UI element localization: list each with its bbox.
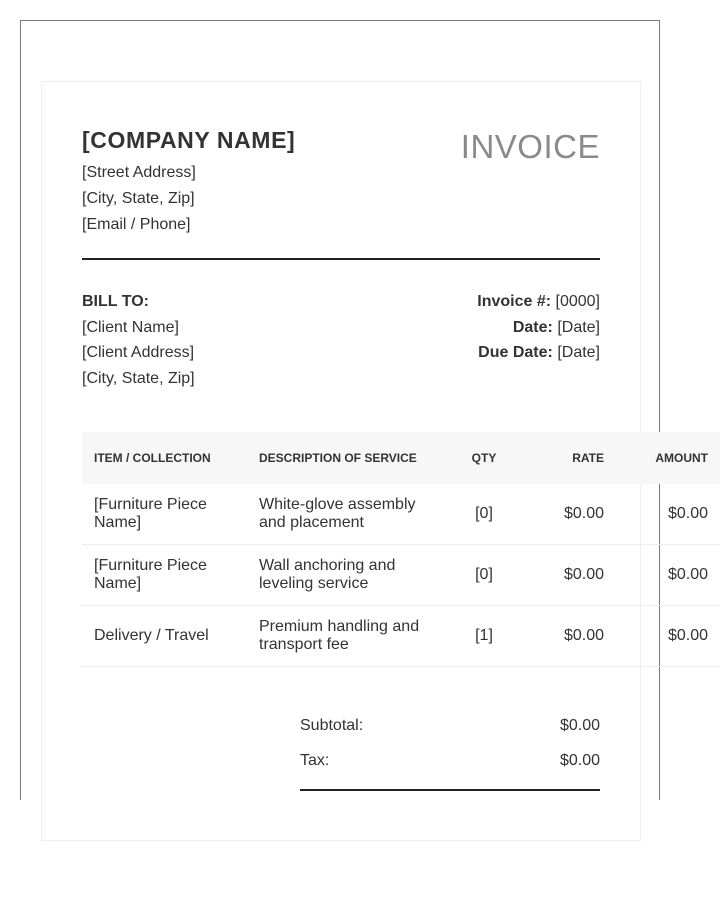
totals-divider [300,789,600,791]
row-rate: $0.00 [522,545,616,606]
tax-label: Tax: [300,752,330,769]
invoice-number [477,293,600,311]
invoice-date-value: [Date] [557,319,600,336]
company-city: [City, State, Zip] [82,190,195,207]
row-item: Delivery / Travel [82,606,247,667]
line-items-table [82,432,720,667]
subtotal-label: Subtotal: [300,717,364,734]
invoice-sheet [41,81,708,841]
invoice-date-label: Date: [512,319,553,336]
invoice-date [513,319,600,337]
company-street: [Street Address] [82,164,196,181]
invoice-number-value: [0000] [555,293,600,310]
row-description: Wall anchoring and leveling service [247,545,446,606]
company-name: [COMPANY NAME] [82,127,296,153]
table-row [82,606,720,667]
row-amount: $0.00 [616,484,720,545]
row-item: [Furniture Piece Name] [82,545,247,606]
invoice-title: INVOICE [460,128,600,165]
client-city: [City, State, Zip] [82,370,195,387]
document-viewport [20,20,708,800]
row-rate: $0.00 [522,606,616,667]
header-amount: AMOUNT [655,451,708,465]
table-header-row [82,432,720,484]
table-row [82,484,720,545]
invoice-due-date [478,344,600,362]
due-date-value: [Date] [557,344,600,361]
header-qty: QTY [471,451,497,465]
header-rate: RATE [572,451,604,465]
row-item: [Furniture Piece Name] [82,484,247,545]
row-rate: $0.00 [522,484,616,545]
due-date-label: Due Date: [478,344,553,361]
header-item: ITEM / COLLECTION [94,451,211,465]
client-address: [Client Address] [82,344,195,361]
header-divider [82,258,600,260]
row-qty: [0] [446,545,522,606]
table-row [82,545,720,606]
row-description: White-glove assembly and placement [247,484,446,545]
row-description: Premium handling and transport fee [247,606,446,667]
row-qty: [1] [446,606,522,667]
row-qty: [0] [446,484,522,545]
row-amount: $0.00 [616,545,720,606]
client-name: [Client Name] [82,319,179,336]
header-description: DESCRIPTION OF SERVICE [259,451,417,465]
tax-value: $0.00 [559,752,600,769]
row-amount: $0.00 [616,606,720,667]
company-contact: [Email / Phone] [82,216,191,233]
subtotal-value: $0.00 [559,717,600,734]
bill-to-heading: BILL TO: [82,293,149,310]
invoice-number-label: Invoice #: [477,293,552,310]
